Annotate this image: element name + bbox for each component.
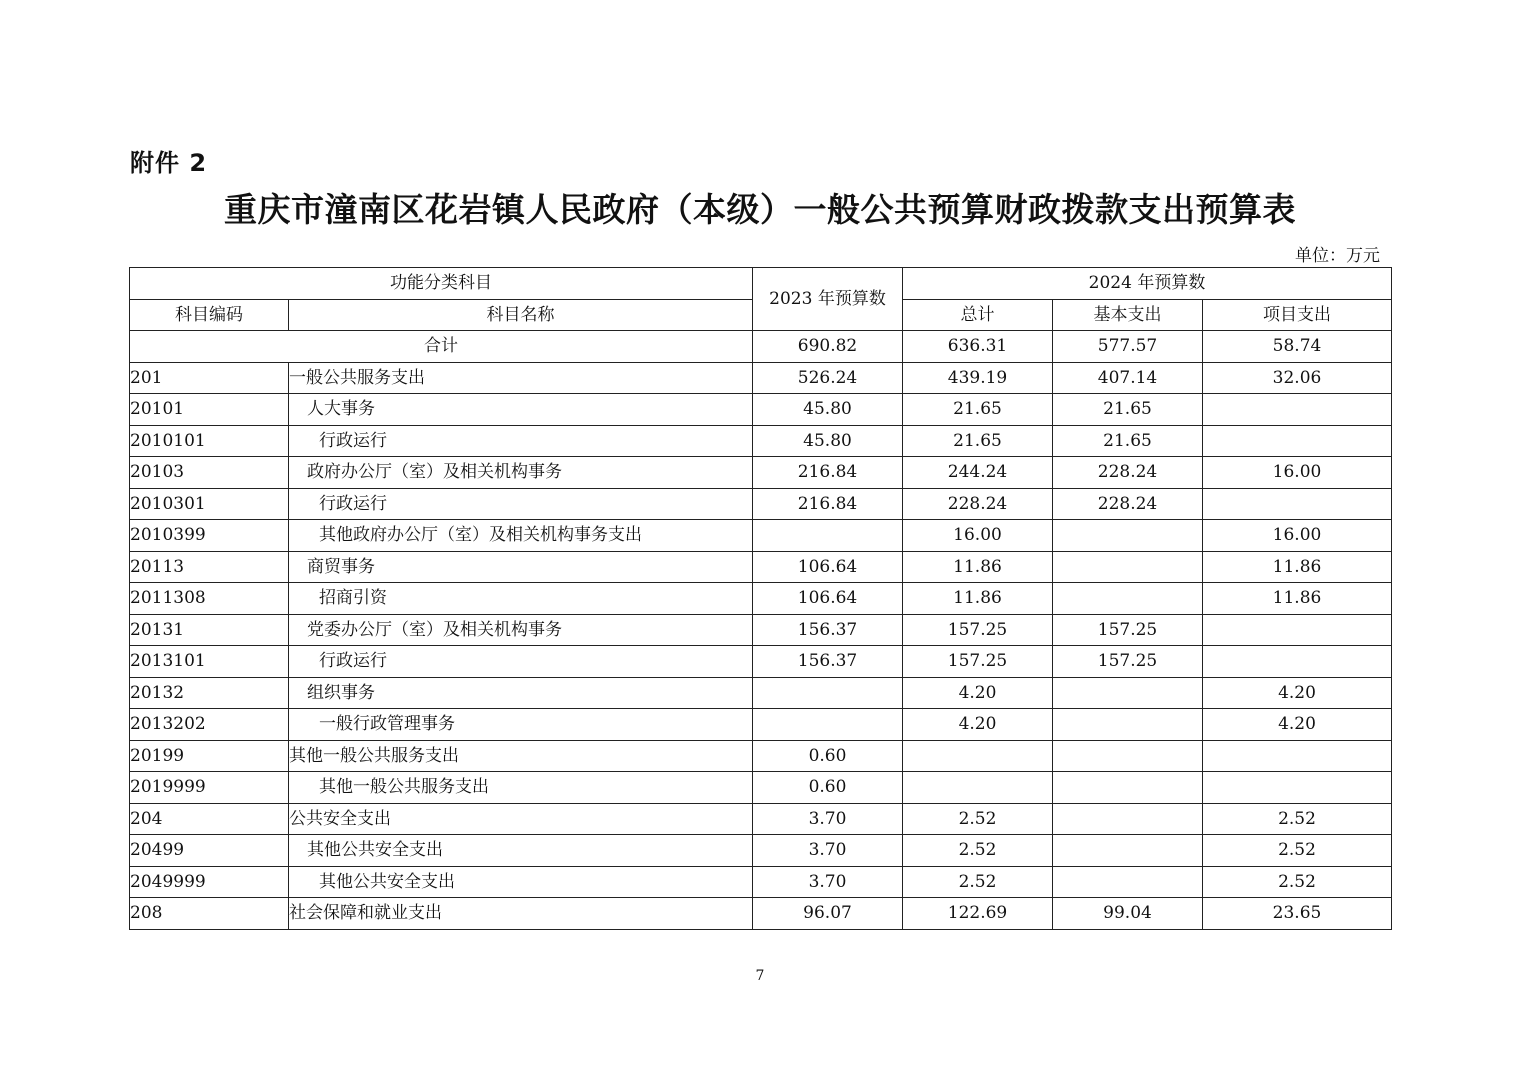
cell-basic <box>1053 866 1203 898</box>
cell-total: 21.65 <box>903 394 1053 426</box>
cell-code: 2049999 <box>130 866 289 898</box>
cell-project: 16.00 <box>1203 457 1392 489</box>
cell-name: 其他一般公共服务支出 <box>289 772 753 804</box>
header-basic: 基本支出 <box>1053 299 1203 331</box>
cell-total: 11.86 <box>903 583 1053 615</box>
cell-project <box>1203 740 1392 772</box>
cell-project <box>1203 772 1392 804</box>
cell-name: 社会保障和就业支出 <box>289 898 753 930</box>
header-total: 总计 <box>903 299 1053 331</box>
cell-code: 2013101 <box>130 646 289 678</box>
cell-budget-2023: 156.37 <box>753 646 903 678</box>
cell-code: 20132 <box>130 677 289 709</box>
cell-code: 204 <box>130 803 289 835</box>
cell-basic <box>1053 551 1203 583</box>
total-row <box>130 331 1392 363</box>
cell-budget-2023: 106.64 <box>753 551 903 583</box>
cell-budget-2023: 106.64 <box>753 583 903 615</box>
cell-basic: 21.65 <box>1053 425 1203 457</box>
budget-table <box>129 267 1392 930</box>
cell-name: 公共安全支出 <box>289 803 753 835</box>
cell-budget-2023: 0.60 <box>753 772 903 804</box>
cell-code: 201 <box>130 362 289 394</box>
header-func-category: 功能分类科目 <box>130 268 753 300</box>
cell-total: 244.24 <box>903 457 1053 489</box>
table-row <box>130 614 1392 646</box>
cell-budget-2023: 3.70 <box>753 866 903 898</box>
cell-project: 2.52 <box>1203 803 1392 835</box>
cell-basic: 407.14 <box>1053 362 1203 394</box>
cell-total: 2.52 <box>903 835 1053 867</box>
cell-total: 11.86 <box>903 551 1053 583</box>
table-row <box>130 709 1392 741</box>
cell-basic <box>1053 740 1203 772</box>
total-total: 636.31 <box>903 331 1053 363</box>
cell-project <box>1203 646 1392 678</box>
cell-code: 208 <box>130 898 289 930</box>
cell-code: 20103 <box>130 457 289 489</box>
cell-basic <box>1053 583 1203 615</box>
total-project: 58.74 <box>1203 331 1392 363</box>
cell-total: 2.52 <box>903 866 1053 898</box>
cell-total: 21.65 <box>903 425 1053 457</box>
cell-basic <box>1053 677 1203 709</box>
cell-name: 人大事务 <box>289 394 753 426</box>
cell-total: 16.00 <box>903 520 1053 552</box>
table-row <box>130 551 1392 583</box>
cell-basic: 228.24 <box>1053 457 1203 489</box>
cell-name: 招商引资 <box>289 583 753 615</box>
cell-basic <box>1053 772 1203 804</box>
cell-code: 20101 <box>130 394 289 426</box>
cell-budget-2023 <box>753 520 903 552</box>
cell-total: 228.24 <box>903 488 1053 520</box>
table-row <box>130 740 1392 772</box>
header-budget-2024: 2024 年预算数 <box>903 268 1392 300</box>
cell-total <box>903 772 1053 804</box>
cell-budget-2023 <box>753 709 903 741</box>
document-title: 重庆市潼南区花岩镇人民政府（本级）一般公共预算财政拨款支出预算表 <box>224 190 1296 229</box>
cell-name: 行政运行 <box>289 646 753 678</box>
cell-project: 4.20 <box>1203 677 1392 709</box>
cell-code: 2010301 <box>130 488 289 520</box>
table-row <box>130 457 1392 489</box>
cell-budget-2023: 216.84 <box>753 457 903 489</box>
cell-project <box>1203 394 1392 426</box>
cell-name: 商贸事务 <box>289 551 753 583</box>
attachment-label: 附件 2 <box>130 149 208 177</box>
cell-project: 32.06 <box>1203 362 1392 394</box>
cell-budget-2023: 96.07 <box>753 898 903 930</box>
table-row <box>130 488 1392 520</box>
cell-code: 2011308 <box>130 583 289 615</box>
header-row-1 <box>130 268 1392 300</box>
cell-basic: 157.25 <box>1053 646 1203 678</box>
cell-project: 23.65 <box>1203 898 1392 930</box>
total-basic: 577.57 <box>1053 331 1203 363</box>
cell-project: 2.52 <box>1203 866 1392 898</box>
cell-name: 其他一般公共服务支出 <box>289 740 753 772</box>
header-project: 项目支出 <box>1203 299 1392 331</box>
cell-basic: 99.04 <box>1053 898 1203 930</box>
cell-budget-2023: 156.37 <box>753 614 903 646</box>
table-row <box>130 898 1392 930</box>
cell-code: 20199 <box>130 740 289 772</box>
cell-budget-2023: 3.70 <box>753 835 903 867</box>
cell-code: 20113 <box>130 551 289 583</box>
cell-basic <box>1053 520 1203 552</box>
cell-name: 行政运行 <box>289 425 753 457</box>
cell-name: 政府办公厅（室）及相关机构事务 <box>289 457 753 489</box>
cell-project: 2.52 <box>1203 835 1392 867</box>
cell-basic: 157.25 <box>1053 614 1203 646</box>
table-row <box>130 362 1392 394</box>
total-label: 合计 <box>130 331 753 363</box>
cell-code: 2010399 <box>130 520 289 552</box>
page-number: 7 <box>755 968 765 984</box>
cell-project: 16.00 <box>1203 520 1392 552</box>
cell-total: 2.52 <box>903 803 1053 835</box>
cell-total: 4.20 <box>903 709 1053 741</box>
cell-basic: 21.65 <box>1053 394 1203 426</box>
cell-basic: 228.24 <box>1053 488 1203 520</box>
cell-project: 11.86 <box>1203 583 1392 615</box>
cell-name: 其他政府办公厅（室）及相关机构事务支出 <box>289 520 753 552</box>
cell-name: 党委办公厅（室）及相关机构事务 <box>289 614 753 646</box>
cell-budget-2023: 216.84 <box>753 488 903 520</box>
cell-budget-2023: 526.24 <box>753 362 903 394</box>
cell-project <box>1203 488 1392 520</box>
table-row <box>130 520 1392 552</box>
table-row <box>130 835 1392 867</box>
cell-code: 2010101 <box>130 425 289 457</box>
cell-total: 4.20 <box>903 677 1053 709</box>
cell-total <box>903 740 1053 772</box>
cell-budget-2023: 45.80 <box>753 394 903 426</box>
cell-budget-2023 <box>753 677 903 709</box>
cell-name: 一般行政管理事务 <box>289 709 753 741</box>
total-2023: 690.82 <box>753 331 903 363</box>
cell-total: 122.69 <box>903 898 1053 930</box>
cell-name: 其他公共安全支出 <box>289 835 753 867</box>
cell-name: 行政运行 <box>289 488 753 520</box>
table-row <box>130 646 1392 678</box>
cell-basic <box>1053 709 1203 741</box>
header-code: 科目编码 <box>130 299 289 331</box>
cell-total: 157.25 <box>903 646 1053 678</box>
table-row <box>130 866 1392 898</box>
header-budget-2023: 2023 年预算数 <box>753 268 903 331</box>
table-row <box>130 583 1392 615</box>
cell-project: 11.86 <box>1203 551 1392 583</box>
table-row <box>130 803 1392 835</box>
cell-name: 组织事务 <box>289 677 753 709</box>
table-row <box>130 772 1392 804</box>
cell-code: 2013202 <box>130 709 289 741</box>
cell-basic <box>1053 803 1203 835</box>
cell-project <box>1203 614 1392 646</box>
cell-budget-2023: 45.80 <box>753 425 903 457</box>
cell-project <box>1203 425 1392 457</box>
cell-budget-2023: 0.60 <box>753 740 903 772</box>
header-name: 科目名称 <box>289 299 753 331</box>
cell-budget-2023: 3.70 <box>753 803 903 835</box>
cell-name: 其他公共安全支出 <box>289 866 753 898</box>
cell-basic <box>1053 835 1203 867</box>
cell-name: 一般公共服务支出 <box>289 362 753 394</box>
cell-code: 2019999 <box>130 772 289 804</box>
unit-label: 单位：万元 <box>1295 246 1380 266</box>
cell-total: 157.25 <box>903 614 1053 646</box>
table-row <box>130 425 1392 457</box>
cell-project: 4.20 <box>1203 709 1392 741</box>
cell-total: 439.19 <box>903 362 1053 394</box>
table-row <box>130 394 1392 426</box>
cell-code: 20499 <box>130 835 289 867</box>
cell-code: 20131 <box>130 614 289 646</box>
table-row <box>130 677 1392 709</box>
